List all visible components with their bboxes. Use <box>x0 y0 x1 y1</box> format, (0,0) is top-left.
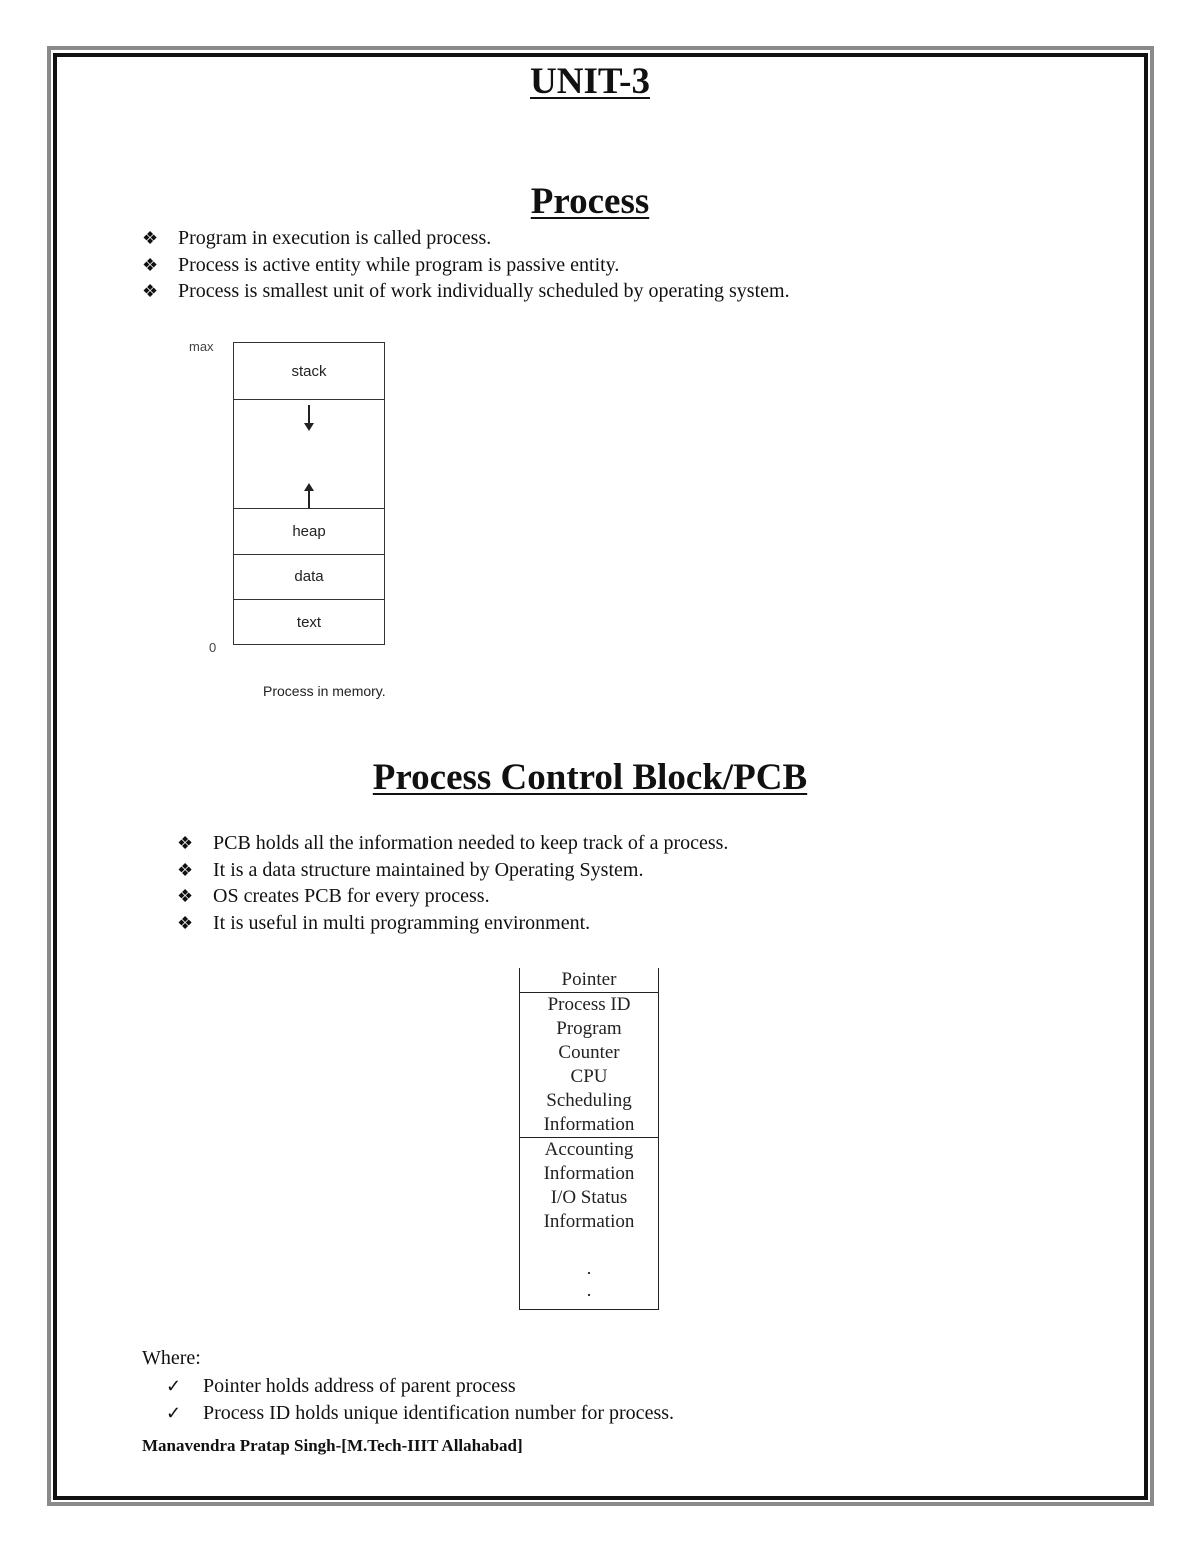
pcb-row-program: Program <box>556 1018 622 1039</box>
diamond-bullet-icon: ❖ <box>142 254 159 275</box>
diamond-bullet-icon: ❖ <box>177 833 194 853</box>
diamond-bullet-icon: ❖ <box>142 228 159 248</box>
memory-max-label: max <box>189 339 214 354</box>
list-item: ❖ Program in execution is called process. <box>142 225 790 252</box>
down-arrowhead-icon <box>304 423 314 431</box>
list-item: ❖ Process is active entity while program is passive entity. <box>142 252 790 279</box>
pcb-row-scheduling: Scheduling <box>546 1090 632 1111</box>
pcb-row-accounting: Accounting <box>520 1137 658 1162</box>
pcb-row-pointer: Pointer <box>561 969 617 990</box>
list-item: ❖ OS creates PCB for every process. <box>177 883 728 910</box>
pcb-ellipsis-dot: · <box>586 1263 592 1283</box>
where-list <box>166 1373 674 1426</box>
pcb-row-cpu: CPU <box>570 1066 608 1087</box>
pcb-ellipsis-dot: · <box>586 1285 592 1305</box>
list-item: ✓ Pointer holds address of parent process <box>166 1373 674 1400</box>
up-arrow-icon <box>308 490 310 508</box>
pcb-row-io-information: Information <box>543 1211 635 1232</box>
diamond-bullet-icon: ❖ <box>177 912 194 933</box>
process-heading: Process <box>530 181 650 222</box>
list-item: ✓ Process ID holds unique identification number for process. <box>166 1400 674 1427</box>
diamond-bullet-icon: ❖ <box>177 859 194 880</box>
pcb-table <box>519 968 659 1310</box>
pcb-row-accounting-information: Information <box>543 1163 635 1184</box>
list-item: ❖ PCB holds all the information needed to keep track of a process. <box>177 830 728 857</box>
process-bullet-list <box>142 225 790 305</box>
pcb-heading: Process Control Block/PCB <box>372 757 808 798</box>
checkmark-icon: ✓ <box>166 1402 182 1423</box>
memory-segment-data: data <box>233 554 385 600</box>
memory-segment-stack: stack <box>233 342 385 400</box>
memory-segment-heap: heap <box>233 508 385 555</box>
diamond-bullet-icon: ❖ <box>177 886 194 906</box>
memory-segment-text: text <box>233 599 385 645</box>
diamond-bullet-icon: ❖ <box>142 281 159 301</box>
where-label: Where: <box>142 1347 201 1369</box>
memory-diagram-caption: Process in memory. <box>263 683 386 699</box>
pcb-row-process-id: Process ID <box>520 992 658 1017</box>
unit-title: UNIT-3 <box>530 61 650 102</box>
memory-zero-label: 0 <box>209 640 217 655</box>
checkmark-icon: ✓ <box>166 1376 182 1396</box>
list-item: ❖ Process is smallest unit of work individually scheduled by operating system. <box>142 278 790 305</box>
pcb-bullet-list <box>177 830 728 936</box>
pcb-row-counter: Counter <box>558 1042 620 1063</box>
pcb-row-scheduling-information: Information <box>543 1114 635 1135</box>
list-item: ❖ It is useful in multi programming environment. <box>177 910 728 937</box>
author-footer: Manavendra Pratap Singh-[M.Tech-IIIT Allahabad] <box>142 1436 523 1455</box>
list-item: ❖ It is a data structure maintained by Operating System. <box>177 857 728 884</box>
process-memory-diagram <box>175 335 420 715</box>
pcb-row-io-status: I/O Status <box>550 1187 628 1208</box>
